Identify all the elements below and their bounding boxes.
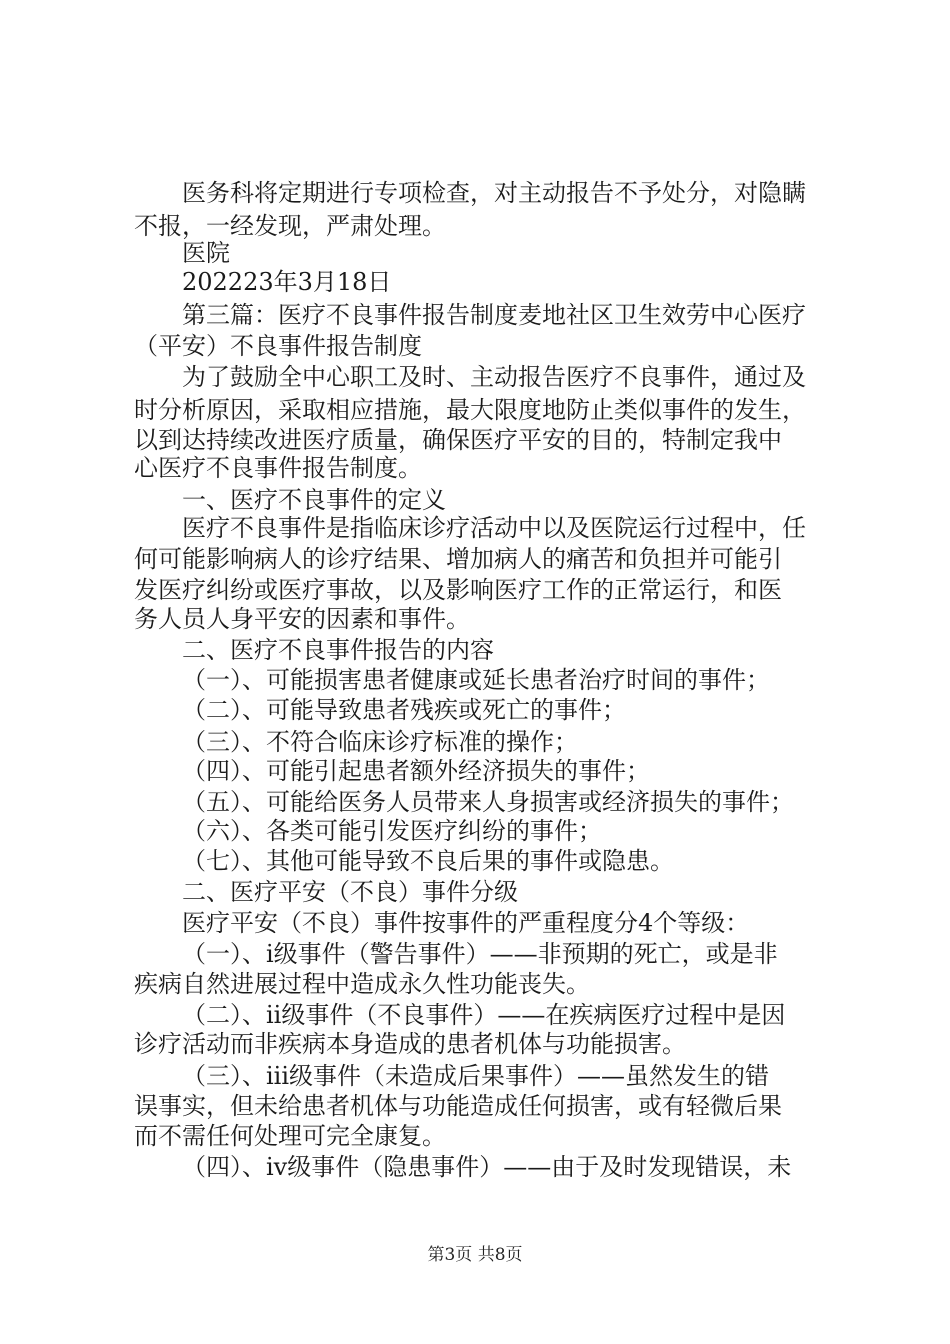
signature-org: 医院: [182, 239, 230, 267]
heading: 一、医疗不良事件的定义: [182, 486, 446, 514]
paragraph-line: 心医疗不良事件报告制度。: [134, 454, 422, 482]
paragraph-line: 而不需任何处理可完全康复。: [134, 1122, 446, 1150]
paragraph-line: 医疗平安（不良）事件按事件的严重程度分4个等级：: [182, 909, 750, 937]
paragraph-line: 医务科将定期进行专项检查，对主动报告不予处分，对隐瞒: [182, 179, 806, 207]
paragraph-line: 务人员人身平安的因素和事件。: [134, 605, 470, 633]
list-item: （三）、不符合临床诊疗标准的操作；: [182, 728, 578, 756]
list-item: （七）、其他可能导致不良后果的事件或隐患。: [182, 847, 674, 875]
paragraph-line: 为了鼓励全中心职工及时、主动报告医疗不良事件，通过及: [182, 363, 806, 391]
paragraph-line: 诊疗活动而非疾病本身造成的患者机体与功能损害。: [134, 1030, 686, 1058]
list-item: （一）、可能损害患者健康或延长患者治疗时间的事件；: [182, 666, 770, 694]
paragraph-line: 发医疗纠纷或医疗事故，以及影响医疗工作的正常运行，和医: [134, 576, 782, 604]
section-title: （平安）不良事件报告制度: [134, 332, 422, 360]
list-item: （三）、iii级事件（未造成后果事件）——虽然发生的错: [182, 1062, 770, 1090]
signature-date: 202223年3月18日: [182, 268, 392, 296]
list-item: （二）、ii级事件（不良事件）——在疾病医疗过程中是因: [182, 1001, 786, 1029]
paragraph-line: 不报，一经发现，严肃处理。: [134, 212, 446, 240]
list-item: （五）、可能给医务人员带来人身损害或经济损失的事件；: [182, 788, 794, 816]
page-number-footer: 第3页 共8页: [427, 1245, 523, 1265]
paragraph-line: 何可能影响病人的诊疗结果、增加病人的痛苦和负担并可能引: [134, 545, 782, 573]
list-item: （六）、各类可能引发医疗纠纷的事件；: [182, 817, 602, 845]
paragraph-line: 以到达持续改进医疗质量，确保医疗平安的目的，特制定我中: [134, 426, 782, 454]
heading: 二、医疗平安（不良）事件分级: [182, 878, 518, 906]
list-item: （四）、可能引起患者额外经济损失的事件；: [182, 757, 650, 785]
list-item: （二）、可能导致患者残疾或死亡的事件；: [182, 696, 626, 724]
paragraph-line: 医疗不良事件是指临床诊疗活动中以及医院运行过程中，任: [182, 514, 806, 542]
paragraph-line: 时分析原因，采取相应措施，最大限度地防止类似事件的发生，: [134, 396, 806, 424]
section-title: 第三篇：医疗不良事件报告制度麦地社区卫生效劳中心医疗: [182, 301, 806, 329]
paragraph-line: 疾病自然进展过程中造成永久性功能丧失。: [134, 970, 590, 998]
paragraph-line: 误事实，但未给患者机体与功能造成任何损害，或有轻微后果: [134, 1092, 782, 1120]
heading: 二、医疗不良事件报告的内容: [182, 636, 494, 664]
list-item: （一）、i级事件（警告事件）——非预期的死亡，或是非: [182, 940, 778, 968]
list-item: （四）、iv级事件（隐患事件）——由于及时发现错误，未: [182, 1153, 792, 1181]
